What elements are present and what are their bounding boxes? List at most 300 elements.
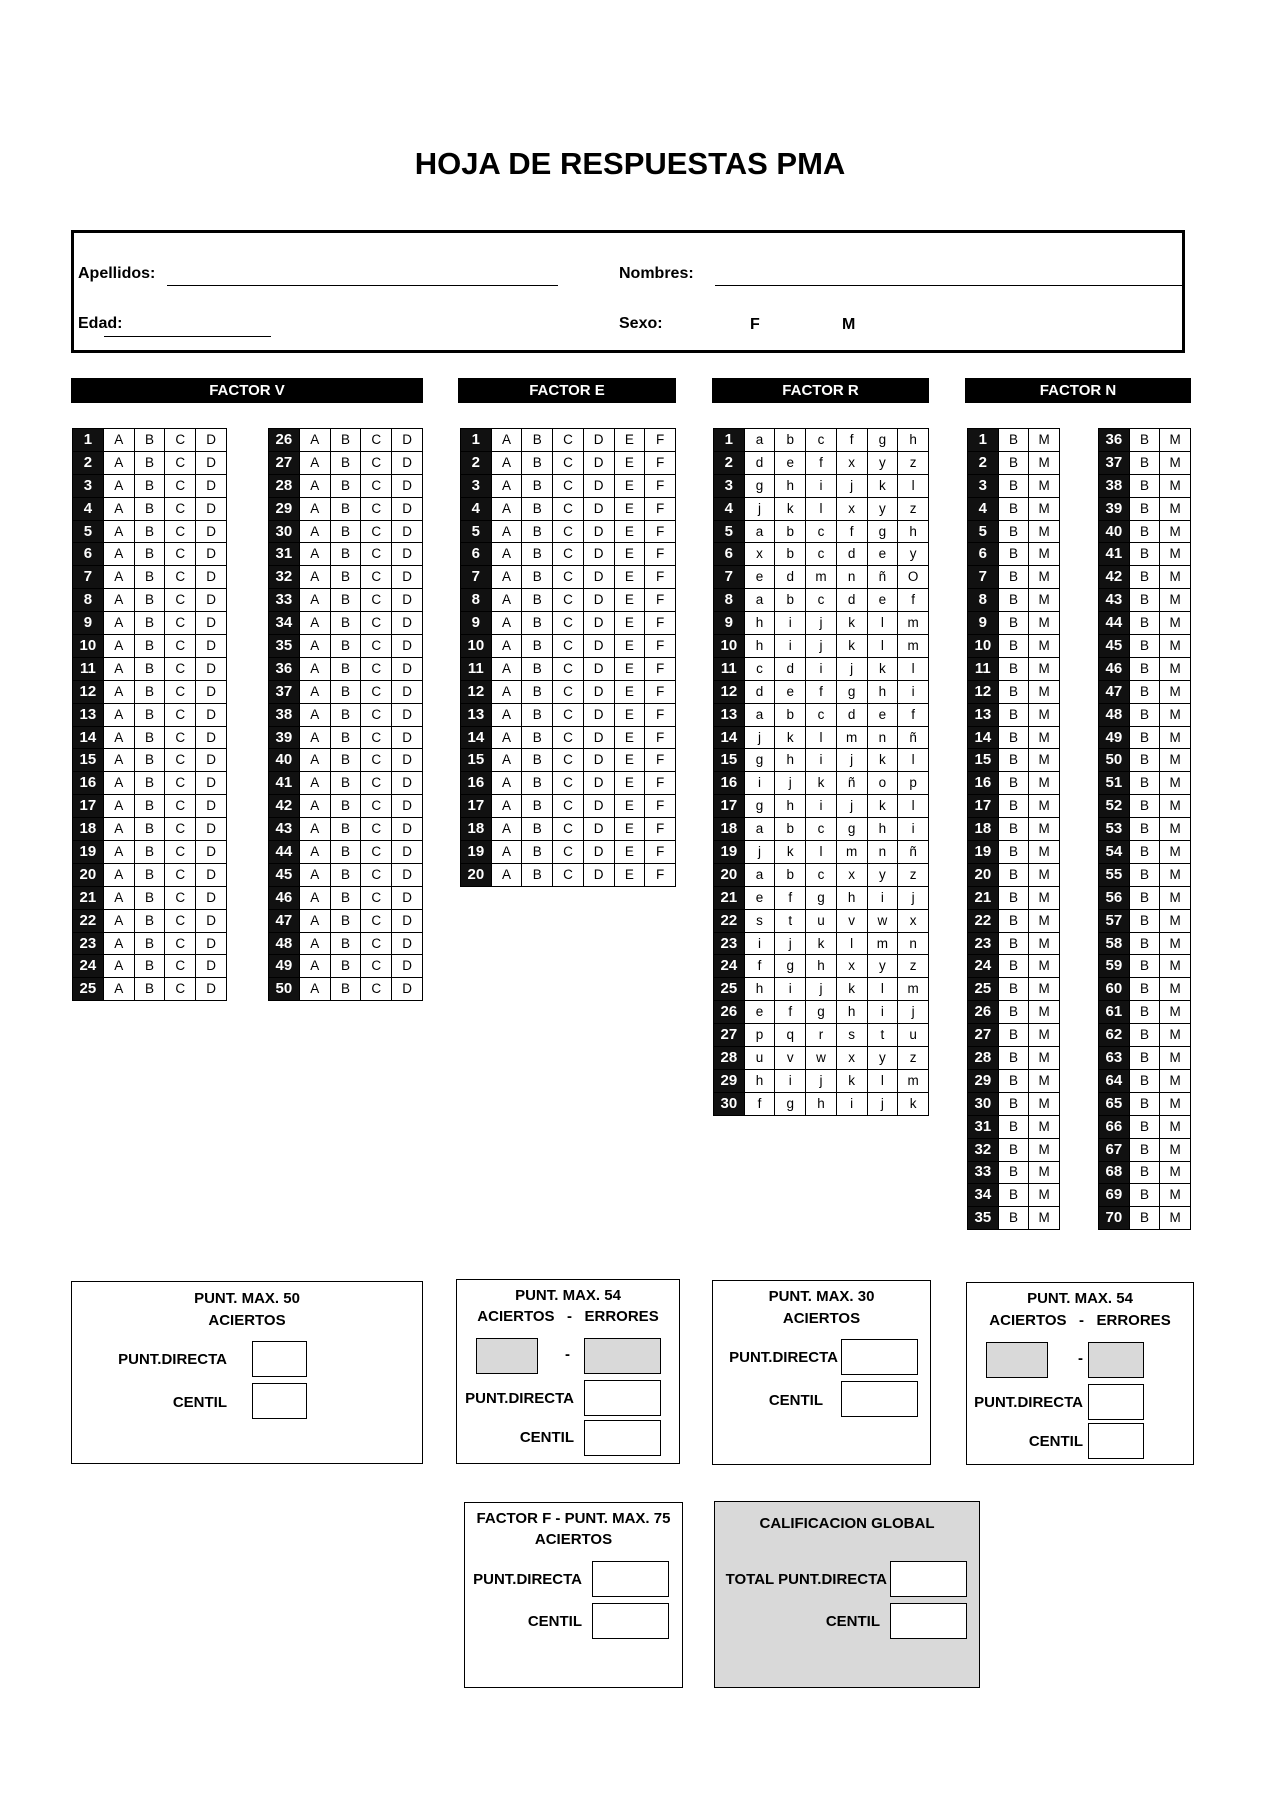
answer-option[interactable]: D: [392, 497, 423, 520]
nombres-field[interactable]: [715, 285, 1184, 286]
answer-option[interactable]: j: [806, 1069, 837, 1092]
answer-option[interactable]: C: [361, 474, 392, 497]
answer-option[interactable]: c: [806, 429, 837, 452]
answer-option[interactable]: B: [134, 955, 165, 978]
answer-option[interactable]: B: [998, 1092, 1029, 1115]
answer-option[interactable]: M: [1029, 749, 1060, 772]
answer-option[interactable]: B: [330, 955, 361, 978]
answer-option[interactable]: A: [299, 543, 330, 566]
answer-option[interactable]: d: [836, 543, 867, 566]
answer-option[interactable]: D: [196, 703, 227, 726]
answer-option[interactable]: k: [836, 612, 867, 635]
answer-option[interactable]: B: [1129, 1092, 1160, 1115]
answer-option[interactable]: D: [196, 657, 227, 680]
answer-option[interactable]: D: [392, 451, 423, 474]
answer-option[interactable]: A: [491, 703, 522, 726]
answer-option[interactable]: B: [330, 886, 361, 909]
answer-option[interactable]: F: [645, 451, 676, 474]
answer-option[interactable]: z: [898, 1047, 929, 1070]
answer-option[interactable]: D: [583, 589, 614, 612]
answer-option[interactable]: A: [491, 543, 522, 566]
answer-option[interactable]: k: [898, 1092, 929, 1115]
answer-option[interactable]: A: [103, 863, 134, 886]
answer-option[interactable]: B: [330, 749, 361, 772]
answer-option[interactable]: E: [614, 657, 645, 680]
answer-option[interactable]: D: [392, 818, 423, 841]
answer-option[interactable]: D: [392, 841, 423, 864]
answer-option[interactable]: g: [744, 474, 775, 497]
answer-option[interactable]: D: [583, 657, 614, 680]
answer-option[interactable]: M: [1160, 474, 1191, 497]
answer-option[interactable]: B: [998, 680, 1029, 703]
answer-option[interactable]: b: [775, 429, 806, 452]
answer-option[interactable]: A: [103, 886, 134, 909]
answer-option[interactable]: B: [1129, 841, 1160, 864]
answer-option[interactable]: A: [299, 978, 330, 1001]
answer-option[interactable]: B: [330, 612, 361, 635]
answer-option[interactable]: C: [553, 726, 584, 749]
answer-option[interactable]: B: [134, 543, 165, 566]
answer-option[interactable]: M: [1160, 703, 1191, 726]
answer-option[interactable]: B: [1129, 612, 1160, 635]
answer-option[interactable]: D: [196, 680, 227, 703]
answer-option[interactable]: D: [196, 635, 227, 658]
answer-option[interactable]: C: [165, 772, 196, 795]
answer-option[interactable]: M: [1029, 1184, 1060, 1207]
answer-option[interactable]: i: [775, 1069, 806, 1092]
answer-option[interactable]: z: [898, 497, 929, 520]
answer-option[interactable]: C: [361, 566, 392, 589]
answer-option[interactable]: B: [522, 703, 553, 726]
answer-option[interactable]: i: [898, 818, 929, 841]
answer-option[interactable]: A: [103, 657, 134, 680]
answer-option[interactable]: M: [1029, 1207, 1060, 1230]
answer-option[interactable]: B: [998, 749, 1029, 772]
answer-option[interactable]: D: [392, 955, 423, 978]
answer-option[interactable]: E: [614, 474, 645, 497]
answer-option[interactable]: D: [196, 841, 227, 864]
answer-option[interactable]: D: [392, 772, 423, 795]
answer-option[interactable]: D: [583, 680, 614, 703]
answer-option[interactable]: h: [775, 795, 806, 818]
answer-option[interactable]: c: [744, 657, 775, 680]
answer-option[interactable]: A: [103, 978, 134, 1001]
answer-option[interactable]: m: [898, 978, 929, 1001]
answer-option[interactable]: k: [775, 726, 806, 749]
answer-option[interactable]: y: [867, 863, 898, 886]
answer-option[interactable]: B: [522, 635, 553, 658]
answer-option[interactable]: B: [1129, 886, 1160, 909]
answer-option[interactable]: C: [165, 543, 196, 566]
answer-option[interactable]: A: [299, 818, 330, 841]
answer-option[interactable]: D: [392, 589, 423, 612]
answer-option[interactable]: C: [165, 703, 196, 726]
answer-option[interactable]: M: [1029, 497, 1060, 520]
answer-option[interactable]: M: [1160, 863, 1191, 886]
answer-option[interactable]: i: [775, 612, 806, 635]
answer-option[interactable]: D: [196, 429, 227, 452]
answer-option[interactable]: k: [836, 635, 867, 658]
answer-option[interactable]: B: [998, 520, 1029, 543]
answer-option[interactable]: j: [836, 657, 867, 680]
answer-option[interactable]: C: [361, 818, 392, 841]
answer-option[interactable]: B: [1129, 1138, 1160, 1161]
punt-directa-input[interactable]: [1088, 1384, 1144, 1420]
answer-option[interactable]: B: [998, 1207, 1029, 1230]
answer-option[interactable]: C: [361, 657, 392, 680]
answer-option[interactable]: M: [1160, 818, 1191, 841]
answer-option[interactable]: B: [330, 680, 361, 703]
answer-option[interactable]: C: [553, 543, 584, 566]
answer-option[interactable]: i: [806, 795, 837, 818]
answer-option[interactable]: n: [836, 566, 867, 589]
answer-option[interactable]: B: [998, 1001, 1029, 1024]
answer-option[interactable]: y: [867, 497, 898, 520]
answer-option[interactable]: l: [898, 795, 929, 818]
answer-option[interactable]: k: [806, 932, 837, 955]
answer-option[interactable]: M: [1160, 657, 1191, 680]
answer-option[interactable]: l: [867, 635, 898, 658]
answer-option[interactable]: x: [836, 497, 867, 520]
answer-option[interactable]: A: [103, 818, 134, 841]
answer-option[interactable]: B: [1129, 497, 1160, 520]
answer-option[interactable]: B: [1129, 451, 1160, 474]
answer-option[interactable]: E: [614, 726, 645, 749]
answer-option[interactable]: C: [553, 703, 584, 726]
answer-option[interactable]: c: [806, 543, 837, 566]
answer-option[interactable]: g: [775, 955, 806, 978]
answer-option[interactable]: A: [103, 635, 134, 658]
answer-option[interactable]: B: [134, 841, 165, 864]
answer-option[interactable]: k: [867, 795, 898, 818]
answer-option[interactable]: C: [361, 680, 392, 703]
answer-option[interactable]: k: [806, 772, 837, 795]
answer-option[interactable]: C: [165, 429, 196, 452]
answer-option[interactable]: h: [744, 1069, 775, 1092]
answer-option[interactable]: M: [1029, 795, 1060, 818]
answer-option[interactable]: C: [361, 520, 392, 543]
answer-option[interactable]: j: [836, 749, 867, 772]
answer-option[interactable]: D: [196, 566, 227, 589]
answer-option[interactable]: A: [103, 520, 134, 543]
answer-option[interactable]: e: [775, 680, 806, 703]
answer-option[interactable]: i: [806, 657, 837, 680]
answer-option[interactable]: s: [744, 909, 775, 932]
answer-option[interactable]: j: [744, 726, 775, 749]
total-punt-directa-input[interactable]: [890, 1561, 967, 1597]
answer-option[interactable]: C: [553, 520, 584, 543]
answer-option[interactable]: A: [103, 497, 134, 520]
answer-option[interactable]: B: [1129, 703, 1160, 726]
answer-option[interactable]: C: [553, 566, 584, 589]
centil-input[interactable]: [1088, 1423, 1144, 1459]
answer-option[interactable]: C: [361, 841, 392, 864]
answer-option[interactable]: B: [1129, 749, 1160, 772]
answer-option[interactable]: B: [522, 726, 553, 749]
answer-option[interactable]: m: [898, 635, 929, 658]
answer-option[interactable]: C: [361, 429, 392, 452]
answer-option[interactable]: r: [806, 1024, 837, 1047]
answer-option[interactable]: B: [998, 772, 1029, 795]
answer-option[interactable]: D: [583, 520, 614, 543]
answer-option[interactable]: C: [553, 497, 584, 520]
answer-option[interactable]: B: [998, 1184, 1029, 1207]
answer-option[interactable]: B: [998, 955, 1029, 978]
answer-option[interactable]: g: [836, 680, 867, 703]
answer-option[interactable]: M: [1029, 703, 1060, 726]
answer-option[interactable]: B: [1129, 955, 1160, 978]
answer-option[interactable]: A: [491, 749, 522, 772]
answer-option[interactable]: f: [898, 589, 929, 612]
answer-option[interactable]: C: [361, 451, 392, 474]
answer-option[interactable]: b: [775, 863, 806, 886]
answer-option[interactable]: D: [392, 909, 423, 932]
answer-option[interactable]: M: [1160, 680, 1191, 703]
answer-option[interactable]: M: [1029, 818, 1060, 841]
answer-option[interactable]: B: [522, 451, 553, 474]
answer-option[interactable]: M: [1160, 1069, 1191, 1092]
answer-option[interactable]: M: [1160, 520, 1191, 543]
answer-option[interactable]: m: [836, 841, 867, 864]
answer-option[interactable]: D: [196, 749, 227, 772]
answer-option[interactable]: B: [522, 497, 553, 520]
answer-option[interactable]: b: [775, 703, 806, 726]
answer-option[interactable]: C: [553, 818, 584, 841]
answer-option[interactable]: e: [744, 886, 775, 909]
answer-option[interactable]: C: [361, 886, 392, 909]
answer-option[interactable]: p: [898, 772, 929, 795]
answer-option[interactable]: B: [330, 795, 361, 818]
answer-option[interactable]: i: [775, 978, 806, 1001]
answer-option[interactable]: k: [775, 841, 806, 864]
answer-option[interactable]: k: [867, 474, 898, 497]
answer-option[interactable]: k: [775, 497, 806, 520]
answer-option[interactable]: B: [998, 1047, 1029, 1070]
answer-option[interactable]: M: [1029, 1161, 1060, 1184]
answer-option[interactable]: A: [299, 520, 330, 543]
answer-option[interactable]: B: [134, 520, 165, 543]
answer-option[interactable]: M: [1029, 955, 1060, 978]
answer-option[interactable]: F: [645, 703, 676, 726]
answer-option[interactable]: f: [806, 680, 837, 703]
answer-option[interactable]: D: [196, 795, 227, 818]
answer-option[interactable]: C: [165, 497, 196, 520]
answer-option[interactable]: B: [998, 543, 1029, 566]
answer-option[interactable]: C: [165, 978, 196, 1001]
answer-option[interactable]: C: [361, 909, 392, 932]
answer-option[interactable]: x: [898, 909, 929, 932]
answer-option[interactable]: C: [165, 474, 196, 497]
answer-option[interactable]: F: [645, 818, 676, 841]
answer-option[interactable]: B: [522, 818, 553, 841]
answer-option[interactable]: C: [361, 978, 392, 1001]
answer-option[interactable]: C: [361, 772, 392, 795]
answer-option[interactable]: B: [1129, 772, 1160, 795]
answer-option[interactable]: B: [1129, 657, 1160, 680]
answer-option[interactable]: A: [299, 429, 330, 452]
answer-option[interactable]: B: [134, 635, 165, 658]
answer-option[interactable]: l: [867, 612, 898, 635]
answer-option[interactable]: b: [775, 818, 806, 841]
answer-option[interactable]: h: [836, 886, 867, 909]
answer-option[interactable]: C: [165, 451, 196, 474]
answer-option[interactable]: C: [553, 749, 584, 772]
answer-option[interactable]: C: [165, 657, 196, 680]
answer-option[interactable]: M: [1160, 772, 1191, 795]
answer-option[interactable]: D: [196, 932, 227, 955]
answer-option[interactable]: B: [134, 978, 165, 1001]
answer-option[interactable]: g: [806, 886, 837, 909]
answer-option[interactable]: d: [836, 589, 867, 612]
answer-option[interactable]: B: [1129, 795, 1160, 818]
answer-option[interactable]: M: [1160, 1001, 1191, 1024]
answer-option[interactable]: D: [392, 657, 423, 680]
answer-option[interactable]: B: [998, 497, 1029, 520]
answer-option[interactable]: A: [103, 566, 134, 589]
answer-option[interactable]: B: [134, 612, 165, 635]
answer-option[interactable]: f: [744, 1092, 775, 1115]
answer-option[interactable]: C: [361, 543, 392, 566]
answer-option[interactable]: A: [299, 886, 330, 909]
answer-option[interactable]: F: [645, 612, 676, 635]
answer-option[interactable]: B: [522, 749, 553, 772]
answer-option[interactable]: M: [1160, 1092, 1191, 1115]
answer-option[interactable]: D: [392, 932, 423, 955]
answer-option[interactable]: M: [1029, 1138, 1060, 1161]
errores-input[interactable]: [1088, 1342, 1144, 1378]
answer-option[interactable]: A: [491, 497, 522, 520]
answer-option[interactable]: a: [744, 589, 775, 612]
answer-option[interactable]: A: [491, 451, 522, 474]
answer-option[interactable]: A: [491, 795, 522, 818]
answer-option[interactable]: M: [1160, 978, 1191, 1001]
answer-option[interactable]: D: [196, 818, 227, 841]
answer-option[interactable]: M: [1160, 543, 1191, 566]
answer-option[interactable]: k: [867, 657, 898, 680]
answer-option[interactable]: D: [196, 520, 227, 543]
answer-option[interactable]: A: [491, 772, 522, 795]
answer-option[interactable]: F: [645, 474, 676, 497]
answer-option[interactable]: D: [583, 703, 614, 726]
answer-option[interactable]: M: [1029, 932, 1060, 955]
answer-option[interactable]: D: [392, 520, 423, 543]
answer-option[interactable]: M: [1029, 1047, 1060, 1070]
answer-option[interactable]: M: [1160, 795, 1191, 818]
answer-option[interactable]: z: [898, 955, 929, 978]
answer-option[interactable]: l: [898, 749, 929, 772]
apellidos-field[interactable]: [167, 285, 558, 286]
answer-option[interactable]: C: [553, 795, 584, 818]
answer-option[interactable]: M: [1029, 543, 1060, 566]
answer-option[interactable]: y: [867, 955, 898, 978]
answer-option[interactable]: B: [998, 635, 1029, 658]
answer-option[interactable]: A: [299, 726, 330, 749]
answer-option[interactable]: C: [553, 589, 584, 612]
answer-option[interactable]: D: [583, 863, 614, 886]
answer-option[interactable]: l: [806, 726, 837, 749]
answer-option[interactable]: B: [134, 657, 165, 680]
answer-option[interactable]: e: [867, 589, 898, 612]
answer-option[interactable]: g: [775, 1092, 806, 1115]
answer-option[interactable]: k: [867, 749, 898, 772]
answer-option[interactable]: A: [491, 566, 522, 589]
answer-option[interactable]: B: [998, 1138, 1029, 1161]
answer-option[interactable]: ñ: [898, 841, 929, 864]
answer-option[interactable]: B: [134, 451, 165, 474]
answer-option[interactable]: D: [196, 726, 227, 749]
answer-option[interactable]: M: [1029, 1092, 1060, 1115]
aciertos-input[interactable]: [476, 1338, 538, 1374]
answer-option[interactable]: k: [836, 978, 867, 1001]
answer-option[interactable]: a: [744, 703, 775, 726]
answer-option[interactable]: g: [744, 795, 775, 818]
answer-option[interactable]: m: [836, 726, 867, 749]
answer-option[interactable]: o: [867, 772, 898, 795]
answer-option[interactable]: k: [836, 1069, 867, 1092]
answer-option[interactable]: B: [134, 795, 165, 818]
answer-option[interactable]: D: [196, 863, 227, 886]
answer-option[interactable]: B: [998, 429, 1029, 452]
answer-option[interactable]: B: [1129, 635, 1160, 658]
answer-option[interactable]: n: [898, 932, 929, 955]
answer-option[interactable]: F: [645, 429, 676, 452]
answer-option[interactable]: B: [1129, 1207, 1160, 1230]
answer-option[interactable]: M: [1029, 1115, 1060, 1138]
answer-option[interactable]: B: [330, 932, 361, 955]
answer-option[interactable]: A: [103, 795, 134, 818]
answer-option[interactable]: E: [614, 520, 645, 543]
answer-option[interactable]: B: [522, 795, 553, 818]
answer-option[interactable]: M: [1160, 1024, 1191, 1047]
answer-option[interactable]: C: [165, 909, 196, 932]
answer-option[interactable]: B: [330, 566, 361, 589]
answer-option[interactable]: D: [583, 795, 614, 818]
answer-option[interactable]: x: [836, 1047, 867, 1070]
answer-option[interactable]: B: [330, 543, 361, 566]
answer-option[interactable]: M: [1160, 429, 1191, 452]
answer-option[interactable]: E: [614, 841, 645, 864]
answer-option[interactable]: l: [836, 932, 867, 955]
answer-option[interactable]: M: [1029, 1069, 1060, 1092]
punt-directa-input[interactable]: [841, 1339, 918, 1375]
sexo-option-m[interactable]: M: [842, 316, 856, 333]
answer-option[interactable]: C: [165, 863, 196, 886]
answer-option[interactable]: D: [196, 886, 227, 909]
centil-input[interactable]: [890, 1603, 967, 1639]
answer-option[interactable]: u: [806, 909, 837, 932]
answer-option[interactable]: F: [645, 497, 676, 520]
answer-option[interactable]: j: [898, 886, 929, 909]
answer-option[interactable]: B: [134, 886, 165, 909]
answer-option[interactable]: F: [645, 589, 676, 612]
answer-option[interactable]: j: [836, 474, 867, 497]
answer-option[interactable]: B: [998, 703, 1029, 726]
answer-option[interactable]: D: [196, 955, 227, 978]
answer-option[interactable]: B: [1129, 1069, 1160, 1092]
answer-option[interactable]: E: [614, 566, 645, 589]
answer-option[interactable]: B: [330, 978, 361, 1001]
answer-option[interactable]: E: [614, 612, 645, 635]
answer-option[interactable]: E: [614, 589, 645, 612]
answer-option[interactable]: B: [134, 772, 165, 795]
centil-input[interactable]: [841, 1381, 918, 1417]
answer-option[interactable]: B: [998, 1069, 1029, 1092]
answer-option[interactable]: A: [103, 772, 134, 795]
answer-option[interactable]: D: [583, 841, 614, 864]
answer-option[interactable]: B: [522, 863, 553, 886]
answer-option[interactable]: C: [165, 589, 196, 612]
answer-option[interactable]: D: [392, 474, 423, 497]
